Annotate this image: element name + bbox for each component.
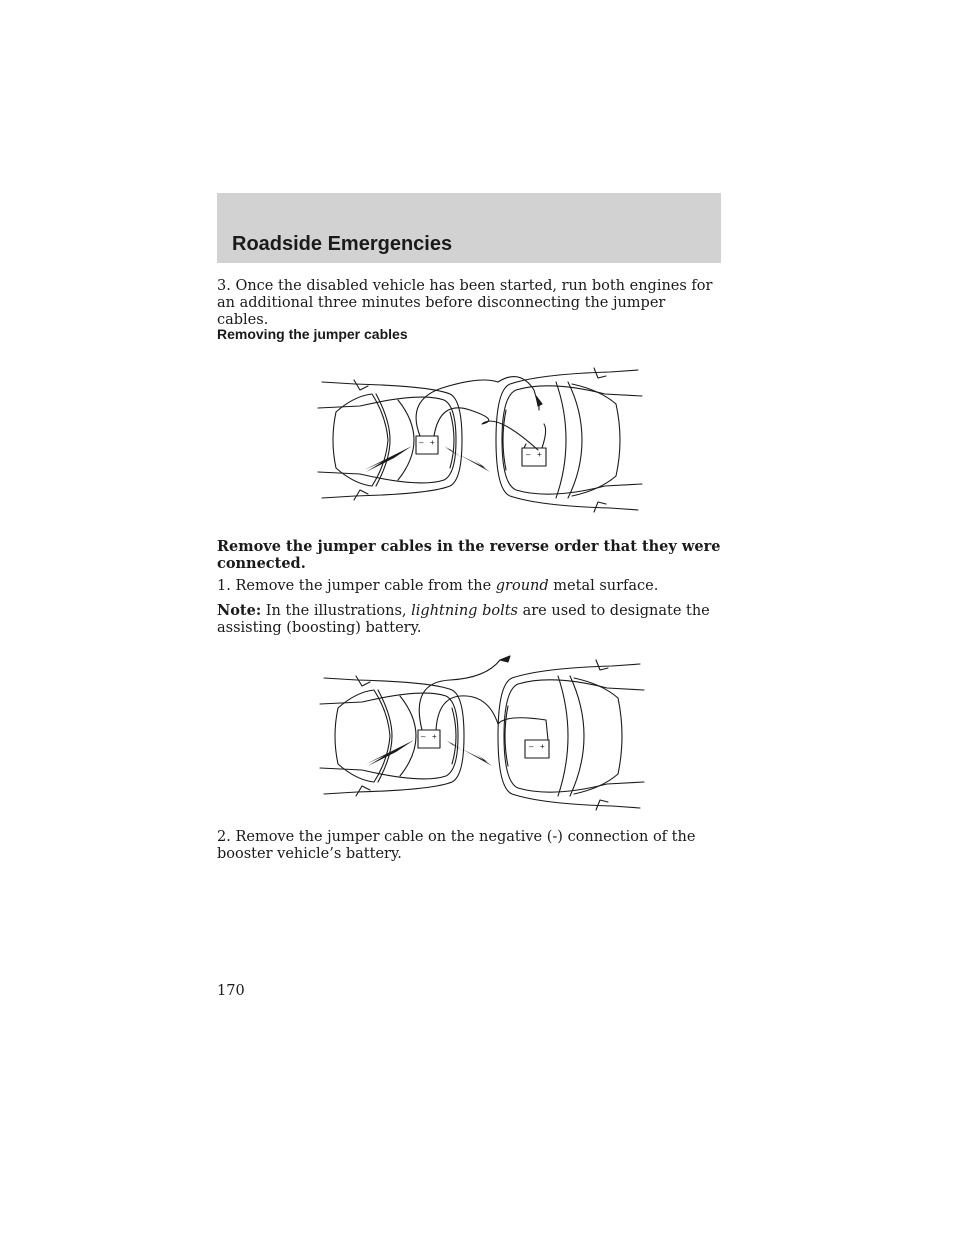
section-header	[217, 193, 721, 263]
page-number: 170	[217, 983, 245, 999]
note-emphasis: lightning bolts	[411, 603, 518, 619]
step-1-text	[217, 578, 721, 595]
ground-clamp-icon	[536, 396, 542, 410]
jumper-removal-diagram-2	[310, 652, 650, 814]
disabled-battery-minus: –	[421, 732, 426, 741]
step-3-text: 3. Once the disabled vehicle has been started, run both engines for an additional three minutes before disconnecting the jumper cables.	[217, 278, 713, 328]
note-paragraph	[217, 602, 721, 637]
cable-1-positive	[434, 408, 538, 450]
step-1-prefix: 1. Remove the jumper cable from the	[217, 578, 496, 594]
step-1-suffix: metal surface.	[548, 578, 659, 594]
step-1-emphasis: ground	[495, 578, 549, 594]
left-car-outline-icon	[318, 380, 462, 500]
removing-jumper-cables-heading: Removing the jumper cables	[217, 326, 408, 342]
cable-2-free-end	[419, 660, 500, 730]
booster-battery-plus: +	[537, 450, 542, 459]
booster-battery-minus: –	[529, 742, 534, 751]
disabled-battery-plus: +	[432, 732, 437, 741]
right-car-outline-icon	[498, 660, 644, 810]
booster-battery-plus: +	[540, 742, 545, 751]
reverse-order-instruction: Remove the jumper cables in the reverse order that they were connected.	[217, 538, 721, 572]
disabled-battery-plus: +	[430, 438, 435, 447]
cable-clamp-icon	[500, 656, 510, 662]
note-text-2: are used to designate the assisting (boosting) battery.	[217, 603, 710, 636]
note-label: Note:	[217, 602, 262, 619]
left-car-outline-icon	[320, 676, 464, 796]
cable-1-booster-clamp	[542, 424, 546, 448]
lightning-bolt-icon	[444, 446, 490, 472]
cable-1-booster-neg	[524, 444, 526, 448]
step-2-text: 2. Remove the jumper cable on the negative (-) connection of the booster vehicle’s battery.	[217, 829, 696, 862]
jumper-removal-diagram-1	[310, 360, 650, 520]
booster-battery-minus: –	[526, 450, 531, 459]
note-text-1: In the illustrations,	[261, 603, 412, 619]
right-car-outline-icon	[496, 368, 642, 512]
disabled-battery-minus: –	[419, 438, 424, 447]
section-title: Roadside Emergencies	[232, 233, 453, 255]
